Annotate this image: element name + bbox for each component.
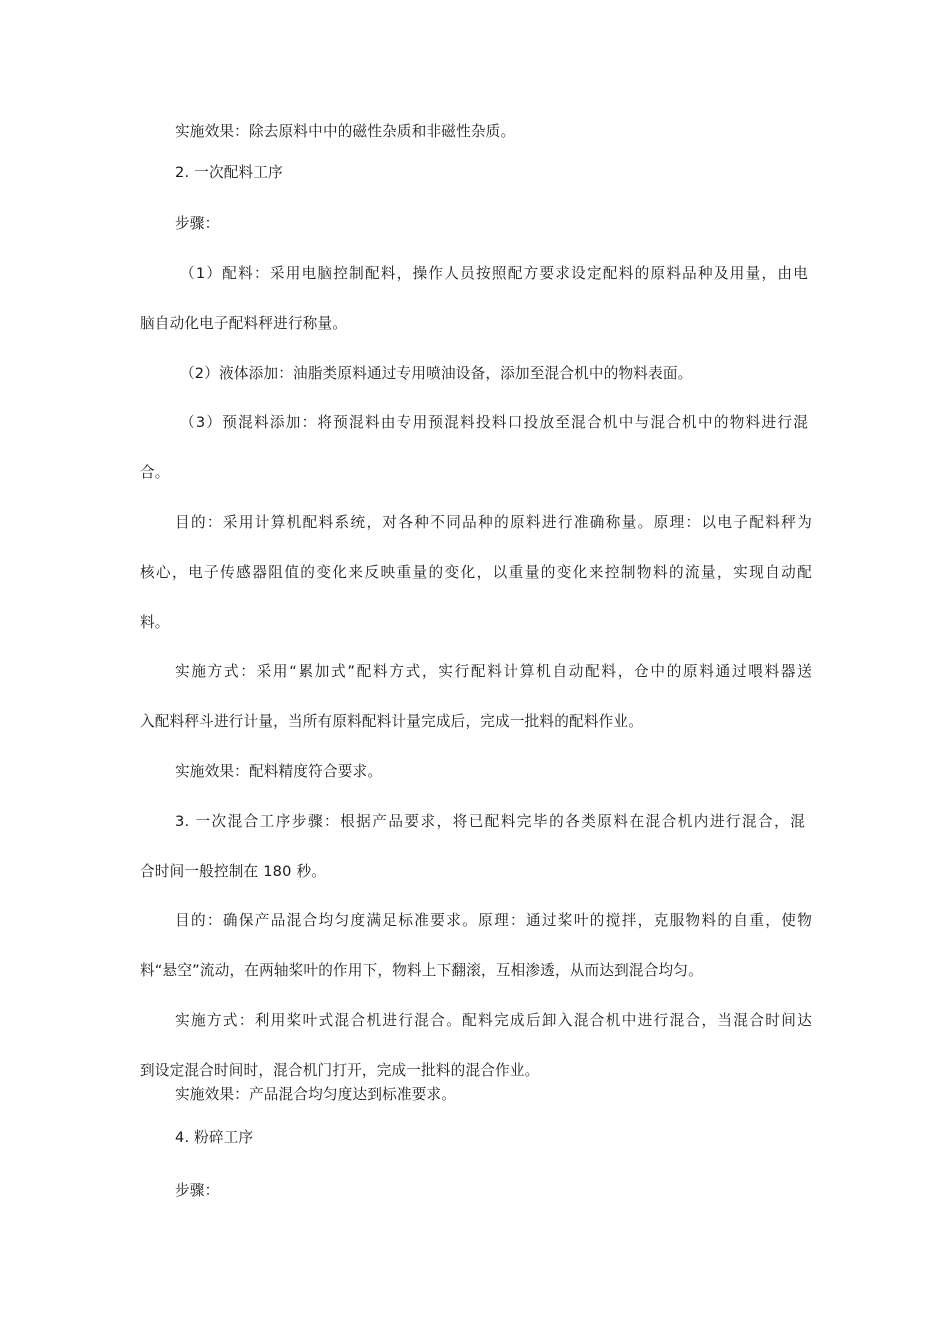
paragraph-line: （1）配料：采用电脑控制配料，操作人员按照配方要求设定配料的原料品种及用量，由电	[180, 265, 808, 282]
section-heading: 3. 一次混合工序步骤：根据产品要求，将已配料完毕的各类原料在混合机内进行混合，混	[175, 813, 805, 830]
paragraph-line: 合时间一般控制在 180 秒。	[140, 863, 327, 880]
paragraph-line: 到设定混合时间时，混合机门打开，完成一批料的混合作业。	[140, 1062, 540, 1079]
paragraph-line: （2）液体添加：油脂类原料通过专用喷油设备，添加至混合机中的物料表面。	[180, 365, 693, 382]
paragraph-line: 实施方式：利用桨叶式混合机进行混合。配料完成后卸入混合机中进行混合，当混合时间达	[175, 1012, 812, 1029]
paragraph-line: 核心，电子传感器阻值的变化来反映重量的变化，以重量的变化来控制物料的流量，实现自动配	[140, 564, 812, 581]
paragraph-line: 目的：采用计算机配料系统，对各种不同品种的原料进行准确称量。原理：以电子配料秤为	[175, 514, 812, 531]
paragraph-line: （3）预混料添加：将预混料由专用预混料投料口投放至混合机中与混合机中的物料进行混	[180, 414, 808, 431]
paragraph-line: 目的：确保产品混合均匀度满足标准要求。原理：通过桨叶的搅拌，克服物料的自重，使物	[175, 912, 812, 929]
section-heading: 2. 一次配料工序	[175, 164, 283, 181]
paragraph-line: 料。	[140, 614, 170, 631]
paragraph-line: 实施效果：配料精度符合要求。	[175, 763, 383, 780]
paragraph-line: 步骤：	[175, 215, 220, 232]
paragraph-line: 实施效果：除去原料中中的磁性杂质和非磁性杂质。	[175, 123, 516, 140]
paragraph-line: 料“悬空”流动，在两轴桨叶的作用下，物料上下翻滚，互相渗透，从而达到混合均匀。	[140, 962, 703, 979]
paragraph-line: 实施方式：采用“累加式”配料方式，实行配料计算机自动配料，仓中的原料通过喂料器送	[175, 663, 812, 680]
paragraph-line: 入配料秤斗进行计量，当所有原料配料计量完成后，完成一批料的配料作业。	[140, 713, 643, 730]
paragraph-line: 实施效果：产品混合均匀度达到标准要求。	[175, 1086, 457, 1103]
section-heading: 4. 粉碎工序	[175, 1129, 254, 1146]
paragraph-line: 合。	[140, 464, 170, 481]
paragraph-line: 步骤：	[175, 1182, 220, 1199]
paragraph-line: 脑自动化电子配料秤进行称量。	[140, 315, 348, 332]
